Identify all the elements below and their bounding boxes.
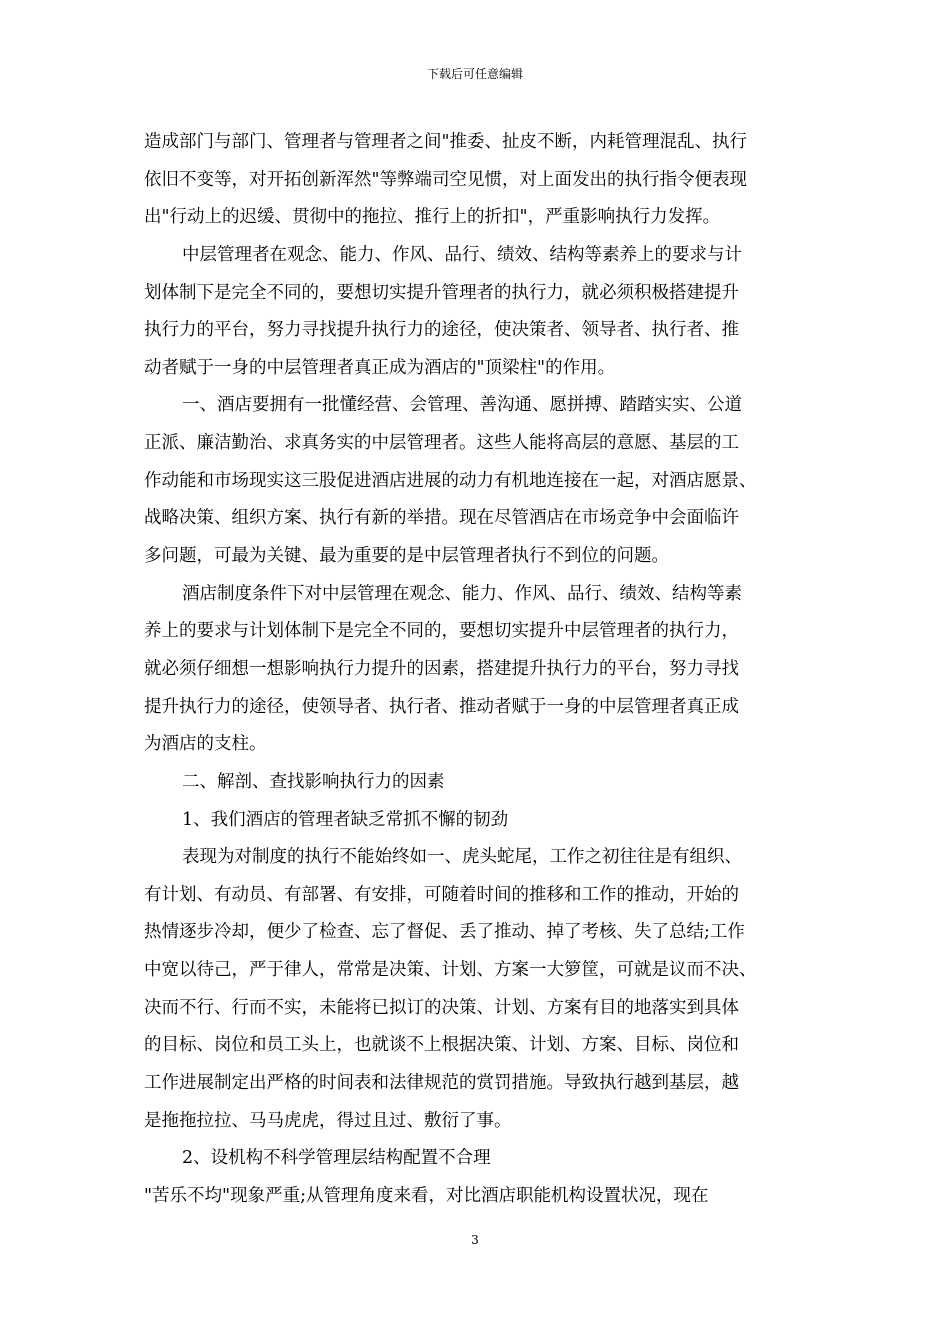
text-line: 执行力的平台，努力寻找提升执行力的途径，使决策者、领导者、执行者、推: [144, 320, 739, 341]
text-line: 有计划、有动员、有部署、有安排，可随着时间的推移和工作的推动，开始的: [144, 884, 739, 905]
text-line: 的目标、岗位和员工头上，也就谈不上根据决策、计划、方案、目标、岗位和: [144, 1035, 739, 1056]
page-header: 下载后可任意编辑: [426, 67, 523, 81]
text-line: 中宽以待己，严于律人，常常是决策、计划、方案一大箩筐，可就是议而不决、: [144, 960, 757, 981]
text-line: 就必须仔细想一想影响执行力提升的因素，搭建提升执行力的平台，努力寻找: [144, 658, 739, 679]
text-line: 造成部门与部门、管理者与管理者之间"推委、扯皮不断，内耗管理混乱、执行: [144, 132, 748, 152]
text-line: 是拖拖拉拉、马马虎虎，得过且过、敷衍了事。: [144, 1110, 512, 1131]
text-line: 二、解剖、查找影响执行力的因素: [182, 771, 445, 792]
page-number: 3: [471, 1233, 479, 1247]
text-line: 酒店制度条件下对中层管理在观念、能力、作风、品行、绩效、结构等素: [182, 583, 742, 604]
text-line: 2、设机构不科学管理层结构配置不合理: [182, 1148, 491, 1169]
text-line: 提升执行力的途径，使领导者、执行者、推动者赋于一身的中层管理者真正成: [144, 696, 739, 717]
text-line: 作动能和市场现实这三股促进酒店进展的动力有机地连接在一起，对酒店愿景、: [144, 470, 757, 491]
text-line: "苦乐不均"现象严重;从管理角度来看，对比酒店职能机构设置状况，现在: [144, 1185, 709, 1206]
text-line: 养上的要求与计划体制下是完全不同的，要想切实提升中层管理者的执行力，: [144, 621, 739, 642]
text-line: 1、我们酒店的管理者缺乏常抓不懈的韧劲: [182, 809, 509, 830]
text-line: 为酒店的支柱。: [144, 734, 267, 755]
text-line: 中层管理者在观念、能力、作风、品行、绩效、结构等素养上的要求与计: [182, 244, 742, 265]
text-line: 表现为对制度的执行不能始终如一、虎头蛇尾，工作之初往往是有组织、: [182, 847, 742, 868]
text-line: 动者赋于一身的中层管理者真正成为酒店的"顶梁柱"的作用。: [144, 357, 616, 378]
text-line: 热情逐步冷却，便少了检查、忘了督促、丢了推动、掉了考核、失了总结;工作: [144, 922, 745, 943]
text-line: 多问题，可最为关键、最为重要的是中层管理者执行不到位的问题。: [144, 546, 669, 567]
text-line: 决而不行、行而不实，未能将已拟订的决策、计划、方案有目的地落实到具体: [144, 997, 739, 1018]
document-body: [144, 124, 812, 1216]
text-line: 划体制下是完全不同的，要想切实提升管理者的执行力，就必须积极搭建提升: [144, 282, 739, 303]
text-line: 依旧不变等，对开拓创新浑然"等弊端司空见惯，对上面发出的执行指令便表现: [144, 169, 748, 190]
text-line: 工作进展制定出严格的时间表和法律规范的赏罚措施。导致执行越到基层，越: [144, 1073, 739, 1094]
text-line: 正派、廉洁勤治、求真务实的中层管理者。这些人能将高层的意愿、基层的工: [144, 433, 739, 454]
text-line: 一、酒店要拥有一批懂经营、会管理、善沟通、愿拼搏、踏踏实实、公道: [182, 395, 742, 416]
text-line: 出"行动上的迟缓、贯彻中的拖拉、推行上的折扣"，严重影响执行力发挥。: [144, 207, 721, 228]
text-line: 战略决策、组织方案、执行有新的举措。现在尽管酒店在市场竞争中会面临许: [144, 508, 739, 529]
